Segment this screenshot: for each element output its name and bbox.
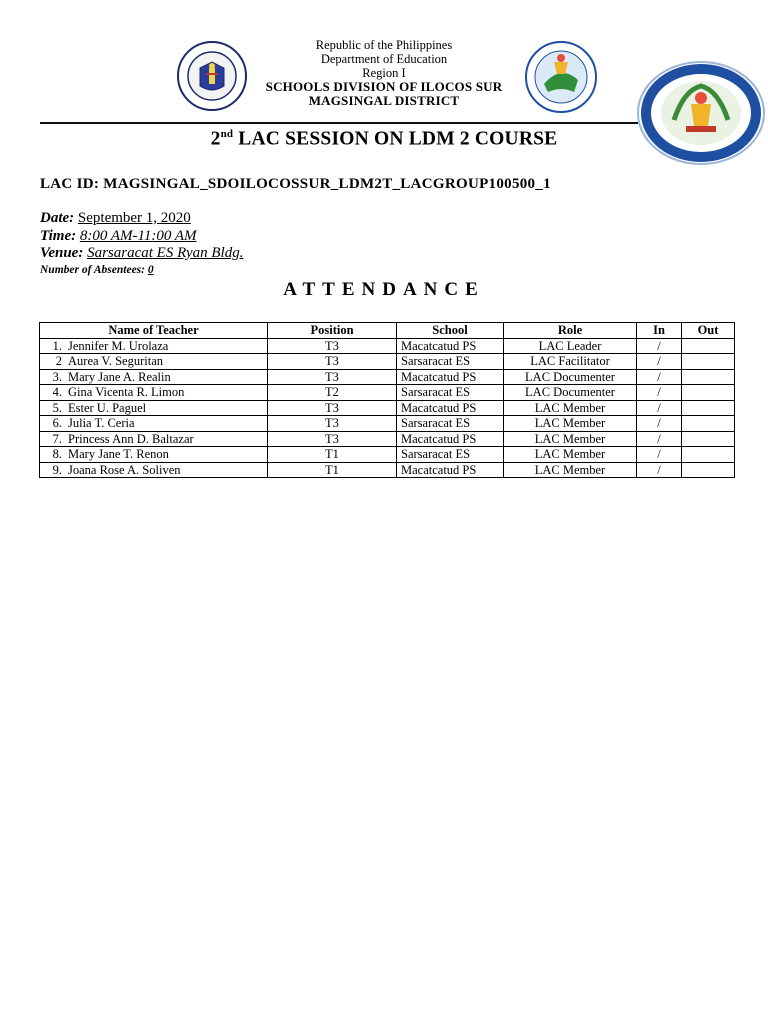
cell-position: T3 <box>268 354 397 370</box>
header-country: Republic of the Philippines <box>315 38 453 52</box>
cell-school: Sarsaracat ES <box>397 385 504 401</box>
col-header-school: School <box>397 323 504 339</box>
cell-role: LAC Member <box>504 416 637 432</box>
teacher-name-text: Julia T. Ceria <box>68 416 135 431</box>
teacher-name-text: Mary Jane A. Realin <box>68 369 171 384</box>
title-ordinal: 2 <box>210 128 221 150</box>
cell-school: Sarsaracat ES <box>397 416 504 432</box>
cell-out <box>682 369 735 385</box>
teacher-name-text: Aurea V. Seguritan <box>68 354 164 369</box>
table-row <box>40 354 735 370</box>
col-header-name: Name of Teacher <box>40 323 268 339</box>
cell-role: LAC Member <box>504 400 637 416</box>
cell-role: LAC Member <box>504 447 637 463</box>
cell-role: LAC Documenter <box>504 385 637 401</box>
time-label: Time: <box>40 228 77 244</box>
cell-out <box>682 354 735 370</box>
page-title <box>0 128 768 151</box>
table-row <box>40 462 735 478</box>
date-label: Date: <box>40 210 75 226</box>
meta-venue <box>40 245 243 262</box>
cell-position: T3 <box>268 400 397 416</box>
col-header-position: Position <box>268 323 397 339</box>
cell-position: T2 <box>268 385 397 401</box>
cell-position: T1 <box>268 462 397 478</box>
cell-role: LAC Documenter <box>504 369 637 385</box>
cell-out <box>682 385 735 401</box>
teacher-name-text: Ester U. Paguel <box>68 400 147 415</box>
cell-in: / <box>637 354 682 370</box>
teacher-name-text: Joana Rose A. Soliven <box>68 462 181 477</box>
venue-value: Sarsaracat ES Ryan Bldg. <box>87 245 244 261</box>
table-header-row <box>40 323 735 339</box>
cell-teacher-name: 2 Aurea V. Seguritan <box>40 354 268 370</box>
table-row <box>40 385 735 401</box>
col-header-out: Out <box>682 323 735 339</box>
table-row <box>40 369 735 385</box>
cell-school: Macatcatud PS <box>397 369 504 385</box>
cell-school: Sarsaracat ES <box>397 354 504 370</box>
lac-id: LAC ID: MAGSINGAL_SDOILOCOSSUR_LDM2T_LACGROUP100500_1 <box>40 176 551 192</box>
cell-out <box>682 431 735 447</box>
cell-out <box>682 416 735 432</box>
cell-out <box>682 447 735 463</box>
header-divider <box>40 122 638 124</box>
time-value: 8:00 AM-11:00 AM <box>79 228 197 244</box>
attendance-table <box>39 322 735 478</box>
cell-teacher-name: 7. Princess Ann D. Baltazar <box>40 431 268 447</box>
absentees-label: Number of Absentees: <box>40 264 145 276</box>
header-department: Department of Education <box>320 52 448 66</box>
cell-school: Macatcatud PS <box>397 462 504 478</box>
table-row <box>40 416 735 432</box>
teacher-name-text: Gina Vicenta R. Limon <box>68 385 185 400</box>
cell-school: Macatcatud PS <box>397 400 504 416</box>
cell-out <box>682 400 735 416</box>
cell-position: T3 <box>268 431 397 447</box>
cell-in: / <box>637 369 682 385</box>
cell-in: / <box>637 416 682 432</box>
table-row <box>40 447 735 463</box>
header-district: MAGSINGAL DISTRICT <box>308 93 460 108</box>
cell-in: / <box>637 385 682 401</box>
cell-in: / <box>637 462 682 478</box>
table-row <box>40 400 735 416</box>
meta-absentees <box>40 264 154 276</box>
cell-role: LAC Member <box>504 462 637 478</box>
title-ordinal-suffix: nd <box>220 128 234 140</box>
cell-position: T3 <box>268 369 397 385</box>
cell-role: LAC Member <box>504 431 637 447</box>
absentees-value: 0 <box>147 264 154 276</box>
col-header-role: Role <box>504 323 637 339</box>
cell-school: Sarsaracat ES <box>397 447 504 463</box>
cell-teacher-name: 3. Mary Jane A. Realin <box>40 369 268 385</box>
teacher-name-text: Jennifer M. Urolaza <box>68 338 169 353</box>
meta-time <box>40 228 197 245</box>
attendance-heading: ATTENDANCE <box>283 279 485 300</box>
table-row <box>40 431 735 447</box>
cell-teacher-name: 1. Jennifer M. Urolaza <box>40 338 268 354</box>
title-text: LAC SESSION ON LDM 2 COURSE <box>233 128 558 150</box>
cell-out <box>682 462 735 478</box>
header-division: SCHOOLS DIVISION OF ILOCOS SUR <box>265 79 503 94</box>
table-row <box>40 338 735 354</box>
cell-school: Macatcatud PS <box>397 431 504 447</box>
date-value: September 1, 2020 <box>77 210 191 226</box>
cell-teacher-name: 8. Mary Jane T. Renon <box>40 447 268 463</box>
header-region: Region I <box>362 66 406 80</box>
cell-position: T3 <box>268 416 397 432</box>
cell-position: T1 <box>268 447 397 463</box>
cell-school: Macatcatud PS <box>397 338 504 354</box>
meta-date <box>40 210 191 227</box>
cell-teacher-name: 5. Ester U. Paguel <box>40 400 268 416</box>
cell-in: / <box>637 447 682 463</box>
cell-in: / <box>637 400 682 416</box>
cell-role: LAC Facilitator <box>504 354 637 370</box>
cell-in: / <box>637 431 682 447</box>
cell-teacher-name: 9. Joana Rose A. Soliven <box>40 462 268 478</box>
document-header <box>0 38 768 108</box>
teacher-name-text: Mary Jane T. Renon <box>68 447 169 462</box>
cell-in: / <box>637 338 682 354</box>
cell-teacher-name: 4. Gina Vicenta R. Limon <box>40 385 268 401</box>
cell-teacher-name: 6. Julia T. Ceria <box>40 416 268 432</box>
venue-label: Venue: <box>40 245 84 261</box>
cell-position: T3 <box>268 338 397 354</box>
cell-out <box>682 338 735 354</box>
col-header-in: In <box>637 323 682 339</box>
cell-role: LAC Leader <box>504 338 637 354</box>
teacher-name-text: Princess Ann D. Baltazar <box>68 431 194 446</box>
